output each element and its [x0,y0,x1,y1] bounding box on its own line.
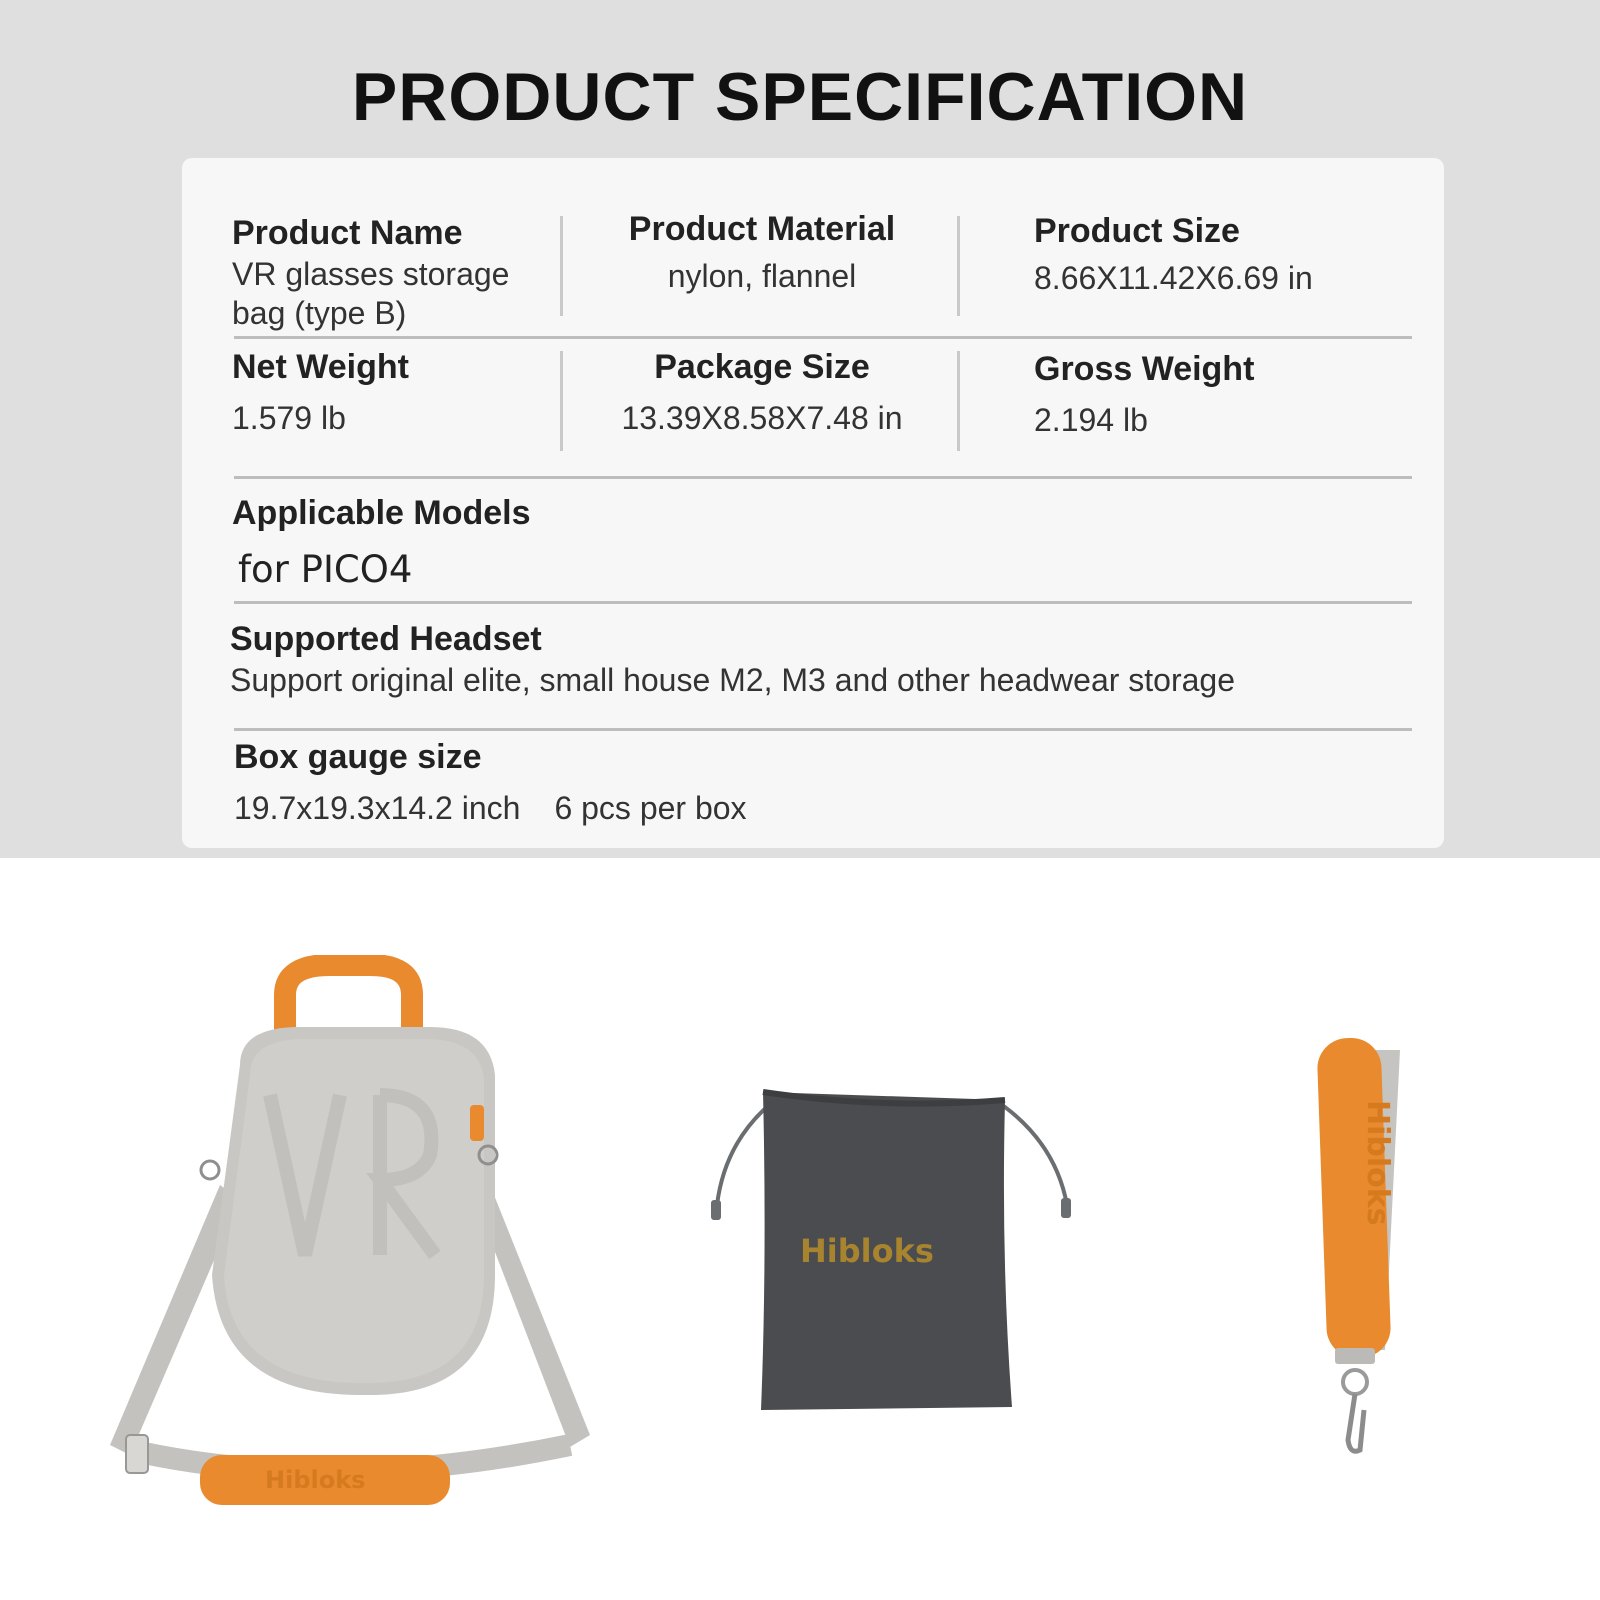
spec-product-size [1034,212,1414,298]
spec-package-size [567,348,957,438]
spec-label: Gross Weight [1034,350,1255,388]
spec-label: Net Weight [232,348,409,386]
spec-product-material [567,210,957,296]
brand-label: Hibloks [800,1232,934,1270]
spec-value: Support original elite, small house M2, M3 and other headwear storage [230,662,1236,699]
divider [234,601,1412,604]
divider [234,728,1412,731]
spec-value: 6 pcs per box [554,790,747,827]
spec-label: Box gauge size [234,738,482,776]
spec-box-gauge [234,738,1414,828]
spec-value: 2.194 lb [1034,402,1148,439]
spec-value: nylon, flannel [667,258,857,295]
spec-applicable-models [232,494,1332,592]
divider [234,336,1412,339]
spec-value: 13.39X8.58X7.48 in [621,400,903,437]
brand-label: Hibloks [1360,1100,1395,1226]
spec-label: Package Size [654,348,870,386]
divider [957,216,960,316]
wrist-strap-image [1300,1030,1420,1480]
spec-label: Product Name [232,214,463,252]
drawstring-pouch-image [705,1080,1095,1420]
brand-label: Hibloks [265,1466,366,1494]
divider [234,476,1412,479]
spec-value: bag (type B) [232,295,407,332]
divider [560,216,563,316]
spec-label: Supported Headset [230,620,542,658]
spec-label: Product Material [628,210,896,248]
spec-value: for PICO4 [238,548,413,592]
spec-value: 8.66X11.42X6.69 in [1034,260,1313,297]
divider [957,351,960,451]
spec-value: VR glasses storage [232,256,510,293]
spec-gross-weight [1034,350,1414,440]
spec-product-name [232,214,552,333]
spec-card [182,158,1444,848]
divider [560,351,563,451]
spec-value: 19.7x19.3x14.2 inch [234,790,521,827]
spec-label: Product Size [1034,212,1240,250]
spec-net-weight [232,348,552,438]
spec-value: 1.579 lb [232,400,346,437]
page-title: PRODUCT SPECIFICATION [351,59,1249,135]
storage-case-image [90,955,610,1515]
spec-supported-headset [230,620,1410,700]
spec-label: Applicable Models [232,494,531,532]
